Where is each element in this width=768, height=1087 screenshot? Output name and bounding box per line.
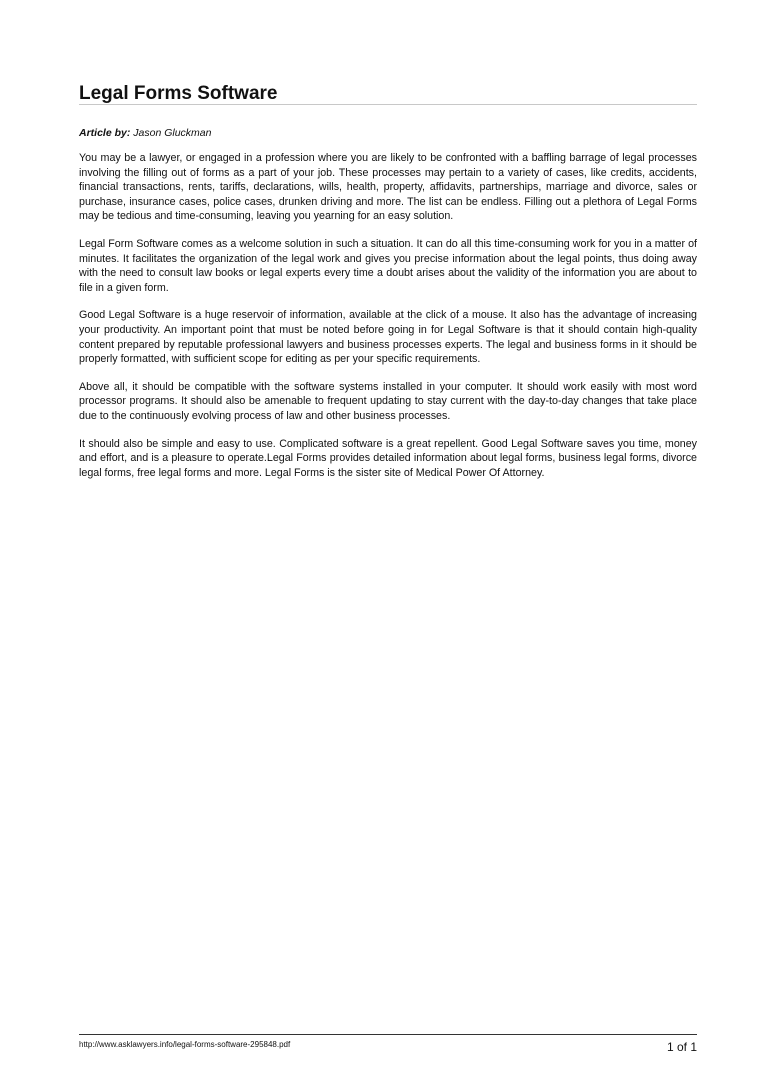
byline <box>79 127 211 140</box>
paragraph-2: Legal Form Software comes as a welcome solution in such a situation. It can do all this time-consuming work for you in a matter of minutes. It facilitates the organization of the legal work and gives you precise information about the legal points, thus doing away with the need to consult law books or legal experts every time a doubt arises about the validity of the information you are about to file in a given form. <box>79 237 697 294</box>
paragraph-4: Above all, it should be compatible with the software systems installed in your computer. It should work easily with most word processor programs. It should also be amenable to frequent updating to stay current with the day-to-day changes that take place due to the continuously evolving process of law and other business processes. <box>79 380 697 422</box>
byline-author: Jason Gluckman <box>133 127 212 139</box>
paragraph-1: You may be a lawyer, or engaged in a profession where you are likely to be confronted with a baffling barrage of legal processes involving the filling out of forms as a part of your job. These processes may pertain to a variety of cases, like credits, accidents, financial transactions, rents, tariffs, declarations, wills, health, property, affidavits, partnerships, marriage and divorce, sales or purchase, insurance cases, police cases, drunken driving and more. The list can be endless. Filling out a plethora of Legal Forms may be tedious and time-consuming, leaving you yearning for an easy solution. <box>79 152 697 223</box>
footer-url: http://www.asklawyers.info/legal-forms-software-295848.pdf <box>79 1040 291 1049</box>
document-page <box>79 0 697 1087</box>
title-divider <box>79 104 697 105</box>
footer-divider <box>79 1034 697 1035</box>
paragraph-3: Good Legal Software is a huge reservoir of information, available at the click of a mouse. It also has the advantage of increasing your productivity. An important point that must be noted before going in for Legal Software is that it should contain high-quality content prepared by reputable professional lawyers and business processes experts. The legal and business forms in it should be properly formatted, with sufficient scope for editing as per your specific requirements. <box>79 309 697 366</box>
byline-label: Article by: <box>79 127 131 139</box>
article-body <box>79 151 697 493</box>
page-indicator: 1 of 1 <box>666 1040 697 1054</box>
page-title: Legal Forms Software <box>79 83 278 104</box>
paragraph-5: It should also be simple and easy to use. Complicated software is a great repellent. Good Legal Software saves you time, money and effort, and is a pleasure to operate.Legal Forms provides detailed information about legal forms, business legal forms, divorce legal forms, free legal forms and more. Legal Forms is the sister site of Medical Power Of Attorney. <box>79 437 697 479</box>
